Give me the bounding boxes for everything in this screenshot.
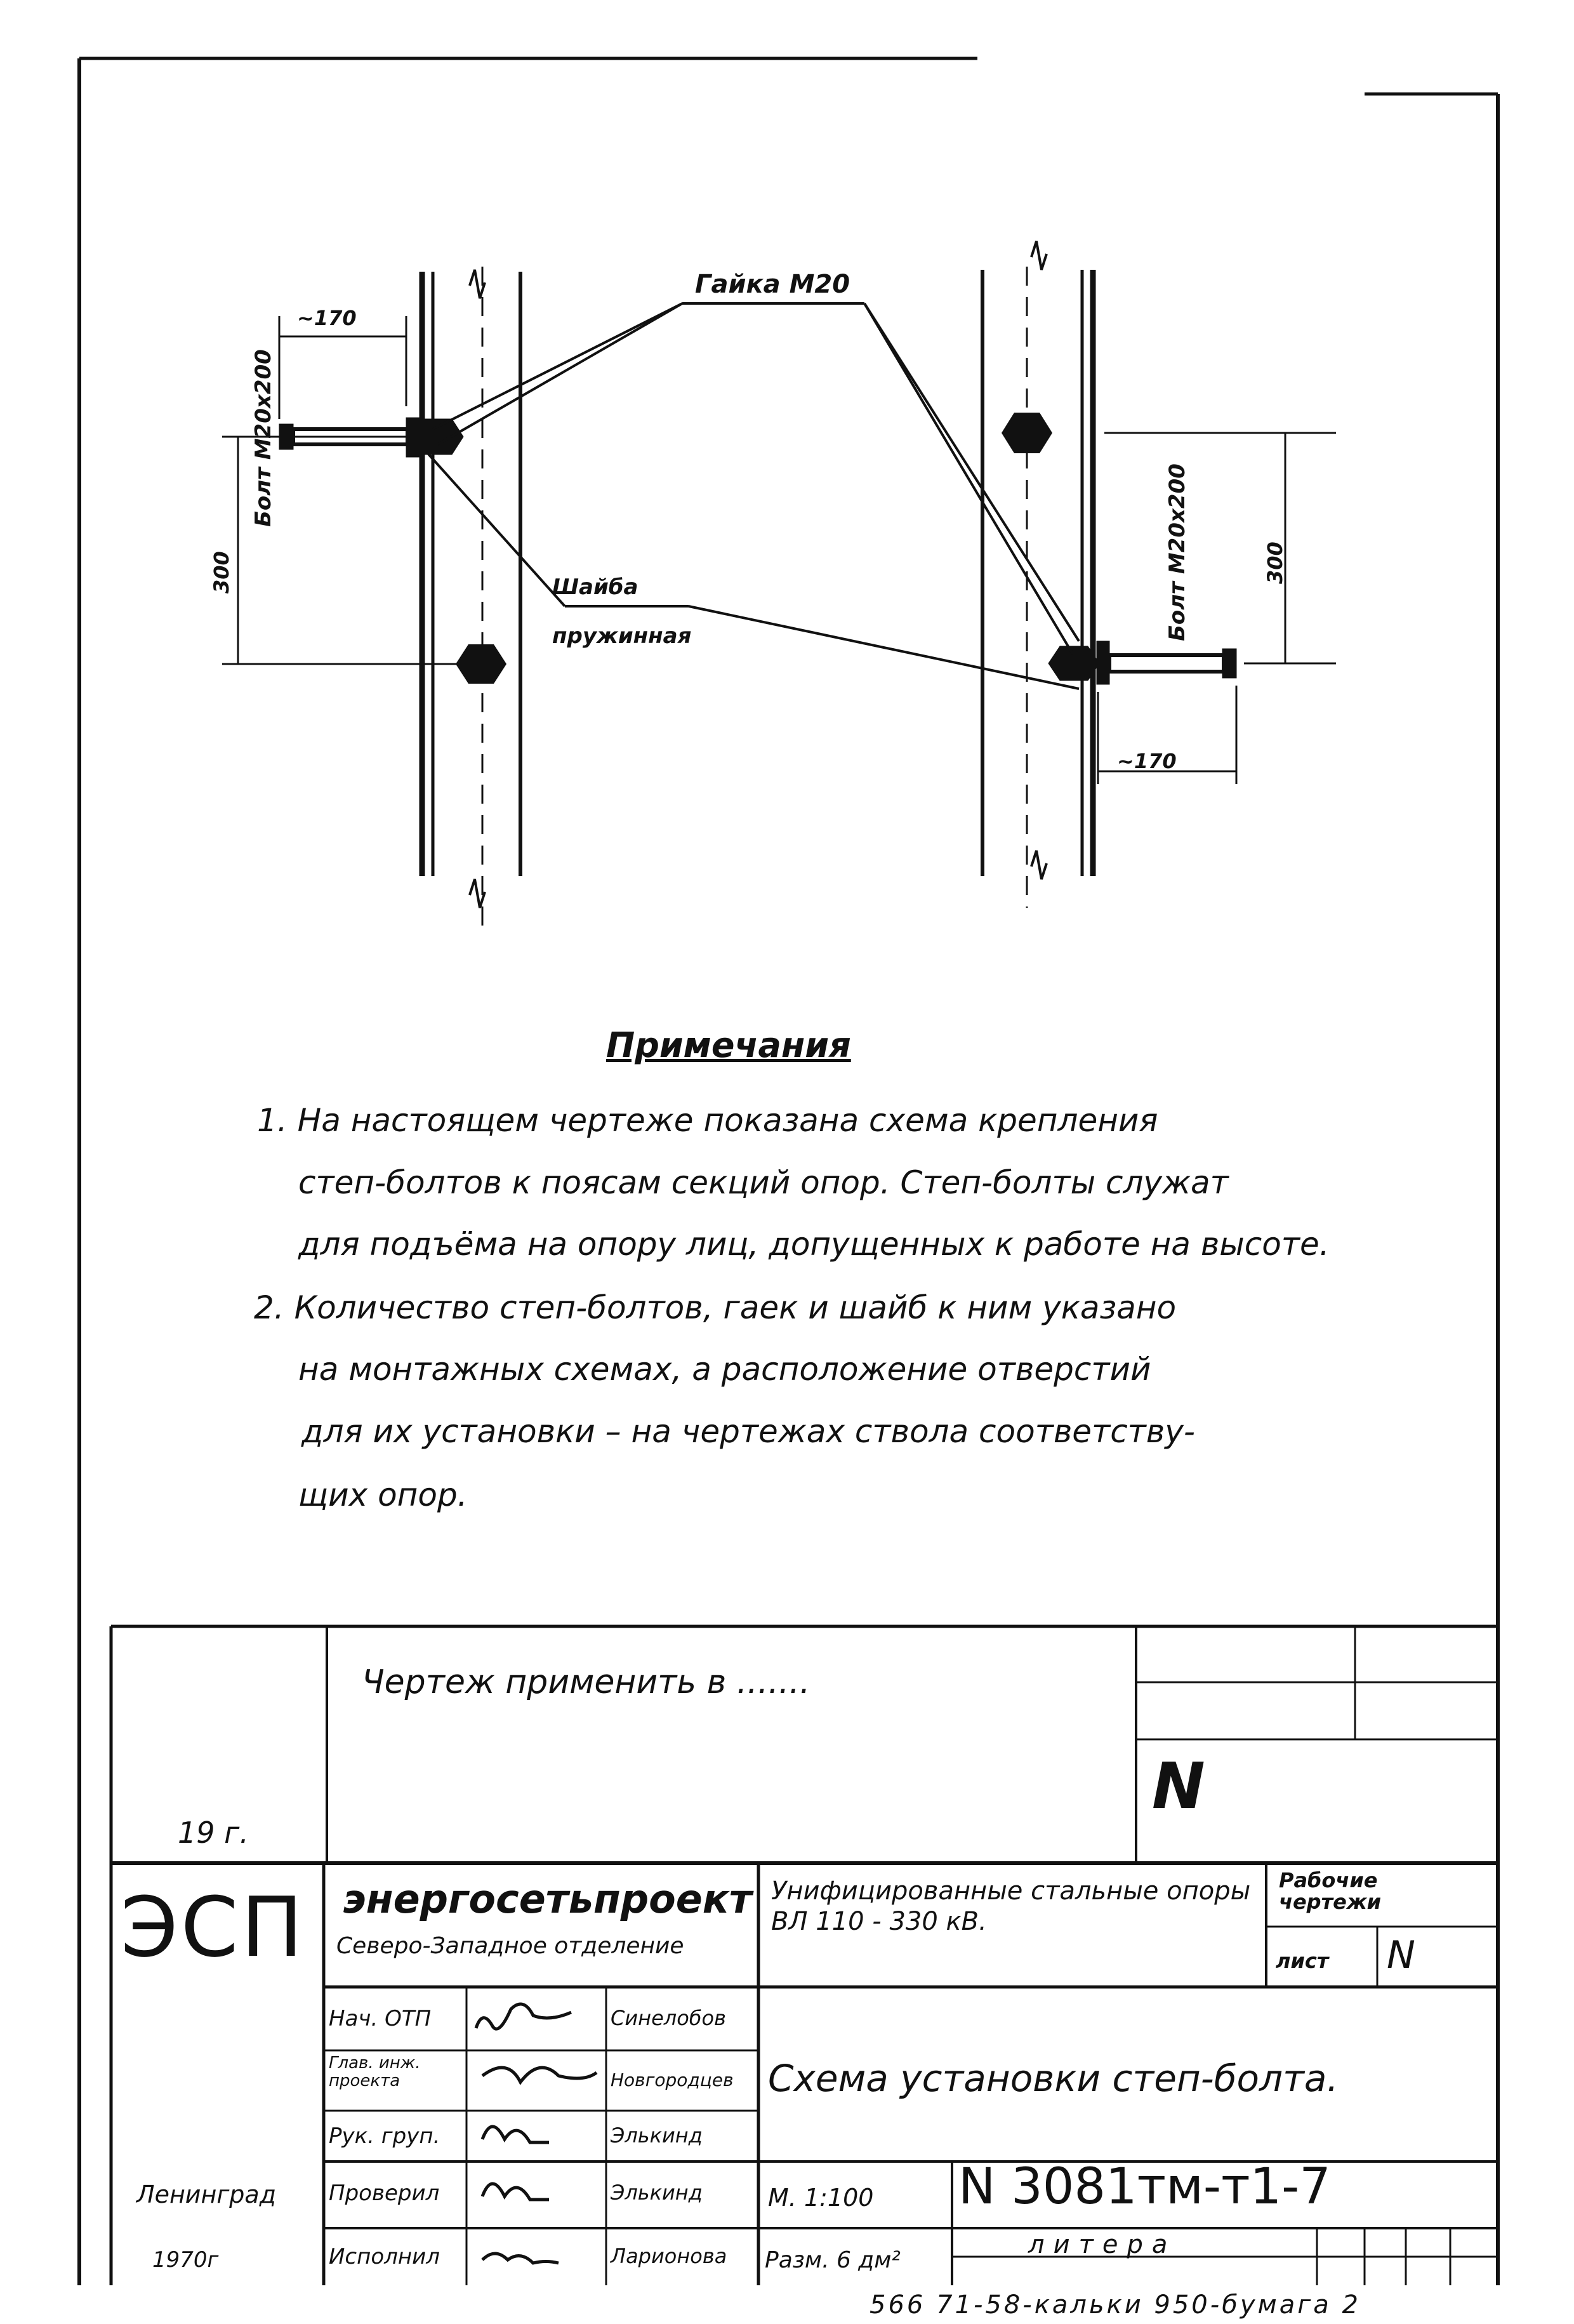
dim-left-vert: 300	[209, 551, 234, 594]
name-1: Новгородцев	[611, 2069, 734, 2090]
scale: М. 1:100	[768, 2184, 874, 2212]
sheet-number: N	[1387, 1933, 1415, 1977]
city: Ленинград	[136, 2181, 276, 2208]
nut-label: Гайка М20	[695, 270, 850, 299]
size: Разм. 6 дм²	[765, 2247, 901, 2273]
role-3: Проверил	[329, 2181, 440, 2206]
note-line-4: 2. Количество степ-болтов, гаек и шайб к ним указано	[254, 1289, 1177, 1326]
drawing-title: Схема установки степ-болта.	[768, 2057, 1339, 2100]
role-0: Нач. ОТП	[329, 2006, 432, 2031]
role-4: Исполнил	[329, 2244, 440, 2269]
stage-label: Рабочие чертежи	[1279, 1868, 1382, 1914]
sheet-label: лист	[1276, 1949, 1329, 1973]
year-field: 19 г.	[178, 1816, 249, 1850]
bolt-right-label: Болт М20х200	[1165, 463, 1190, 641]
note-line-5: на монтажных схемах, а расположение отверстий	[298, 1351, 1151, 1388]
note-line-6: для их установки – на чертежах ствола соответству-	[301, 1413, 1195, 1450]
apply-text: Чертеж применить в .......	[362, 1663, 810, 1701]
org-name: энергосетьпроект	[343, 1876, 752, 1922]
note-line-7: щих опор.	[298, 1477, 468, 1513]
note-line-2: степ-болтов к поясам секций опор. Степ-болты служат	[298, 1164, 1229, 1201]
washer-label-1: Шайба	[552, 574, 638, 600]
drawing-number: N 3081тм-т1-7	[958, 2158, 1331, 2215]
role-2: Рук. груп.	[329, 2123, 440, 2149]
role-1: Глав. инж. проекта	[329, 2054, 421, 2090]
note-line-3: для подъёма на опору лиц, допущенных к работе на высоте.	[298, 1226, 1330, 1263]
bolt-left-label: Болт М20х200	[251, 349, 276, 527]
name-3: Элькинд	[611, 2181, 703, 2205]
note-line-1: 1. На настоящем чертеже показана схема крепления	[257, 1102, 1158, 1139]
esp-logo: ЭСП	[121, 1879, 306, 1975]
org-branch: Северо-Западное отделение	[336, 1933, 684, 1959]
dim-right-vert: 300	[1263, 541, 1287, 584]
name-4: Ларионова	[611, 2244, 727, 2268]
project-title: Унифицированные стальные опоры ВЛ 110 - 330 кВ.	[771, 1876, 1251, 1936]
litera: литера	[1028, 2230, 1177, 2259]
notes-title: Примечания	[606, 1025, 851, 1065]
name-2: Элькинд	[611, 2123, 703, 2148]
dim-left-top: ~170	[297, 306, 357, 330]
year: 1970г	[152, 2247, 219, 2273]
footer-code: 566 71-58-кальки 950-бумага 2	[870, 2290, 1361, 2320]
name-0: Синелобов	[611, 2006, 726, 2030]
dim-right-bottom: ~170	[1117, 749, 1177, 773]
sheet-mark-top: N	[1152, 1749, 1205, 1823]
washer-label-2: пружинная	[552, 623, 692, 649]
